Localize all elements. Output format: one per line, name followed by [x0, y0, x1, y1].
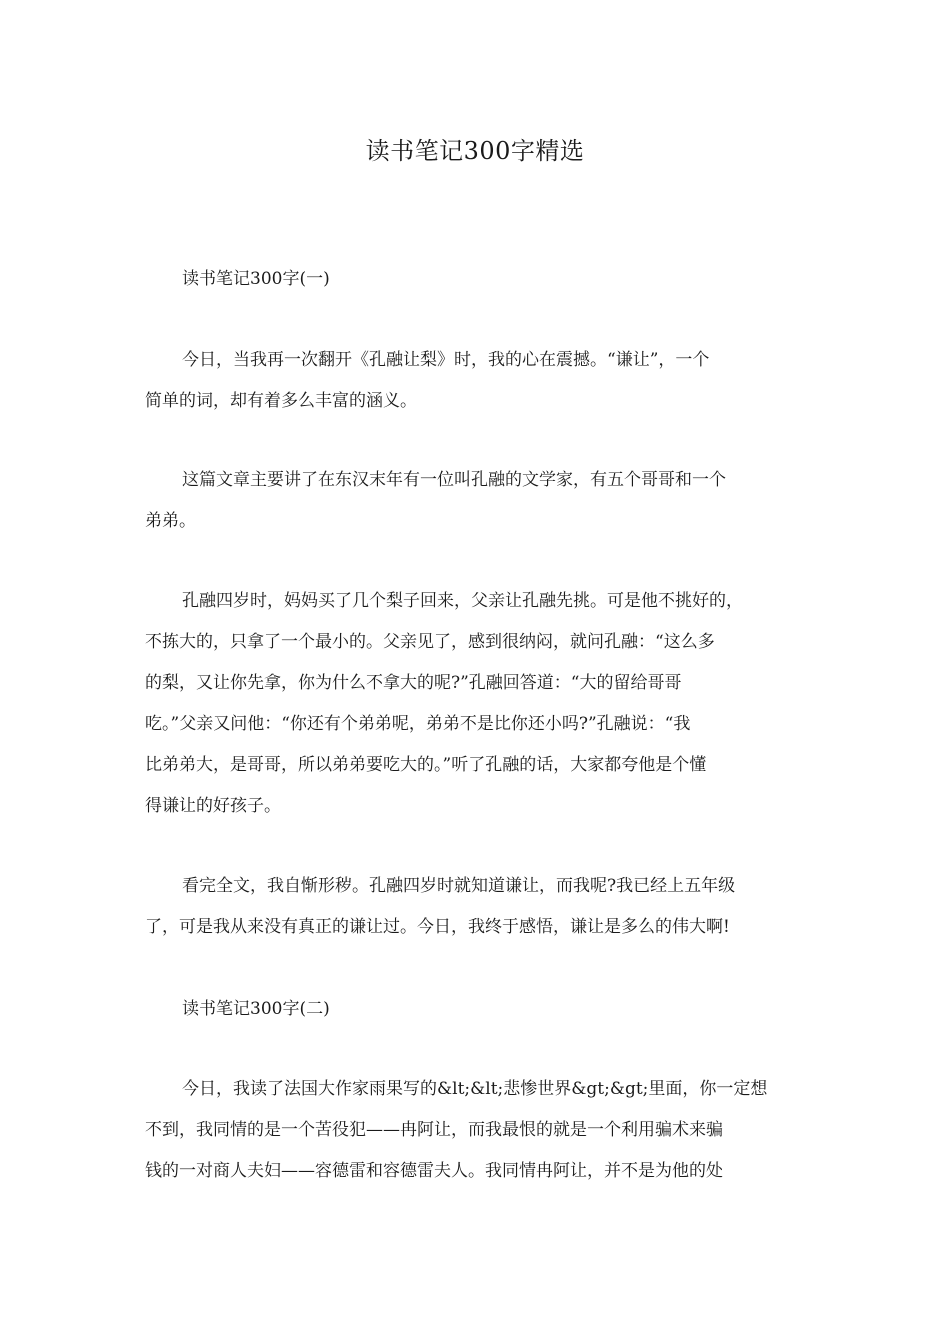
section-heading-2: 读书笔记300字(二) [182, 999, 330, 1019]
paragraph-line: 今日，我读了法国大作家雨果写的&lt;&lt;悲惨世界&gt;&gt;里面，你一定想 [182, 1079, 768, 1099]
paragraph-line: 比弟弟大，是哥哥，所以弟弟要吃大的。”听了孔融的话，大家都夸他是个懂 [145, 755, 707, 775]
paragraph-line: 简单的词，却有着多么丰富的涵义。 [145, 391, 417, 411]
paragraph [145, 340, 807, 422]
paragraph-line: 不到，我同情的是一个苦役犯——冉阿让，而我最恨的就是一个利用骗术来骗 [145, 1120, 723, 1140]
paragraph-line: 弟弟。 [145, 511, 196, 531]
paragraph-line: 今日，当我再一次翻开《孔融让梨》时，我的心在震撼。“谦让”，一个 [182, 350, 710, 370]
paragraph-line: 钱的一对商人夫妇——容德雷和容德雷夫人。我同情冉阿让，并不是为他的处 [145, 1161, 723, 1181]
section-heading-1: 读书笔记300字(一) [182, 269, 330, 289]
paragraph-line: 得谦让的好孩子。 [145, 796, 281, 816]
paragraph-line: 不拣大的，只拿了一个最小的。父亲见了，感到很纳闷，就问孔融：“这么多 [145, 632, 715, 652]
paragraph-line: 的梨，又让你先拿，你为什么不拿大的呢?”孔融回答道：“大的留给哥哥 [145, 673, 682, 693]
paragraph-line: 了，可是我从来没有真正的谦让过。今日，我终于感悟，谦让是多么的伟大啊! [145, 917, 730, 937]
document-title: 读书笔记300字精选 [365, 137, 585, 165]
paragraph [145, 581, 807, 827]
paragraph [145, 460, 807, 542]
paragraph [145, 866, 807, 948]
paragraph-line: 看完全文，我自惭形秽。孔融四岁时就知道谦让，而我呢?我已经上五年级 [182, 876, 736, 896]
paragraph-line: 孔融四岁时，妈妈买了几个梨子回来，父亲让孔融先挑。可是他不挑好的， [182, 591, 743, 611]
paragraph-line: 吃。”父亲又问他：“你还有个弟弟呢，弟弟不是比你还小吗?”孔融说：“我 [145, 714, 691, 734]
paragraph-line: 这篇文章主要讲了在东汉末年有一位叫孔融的文学家，有五个哥哥和一个 [182, 470, 726, 490]
paragraph [145, 1069, 807, 1192]
